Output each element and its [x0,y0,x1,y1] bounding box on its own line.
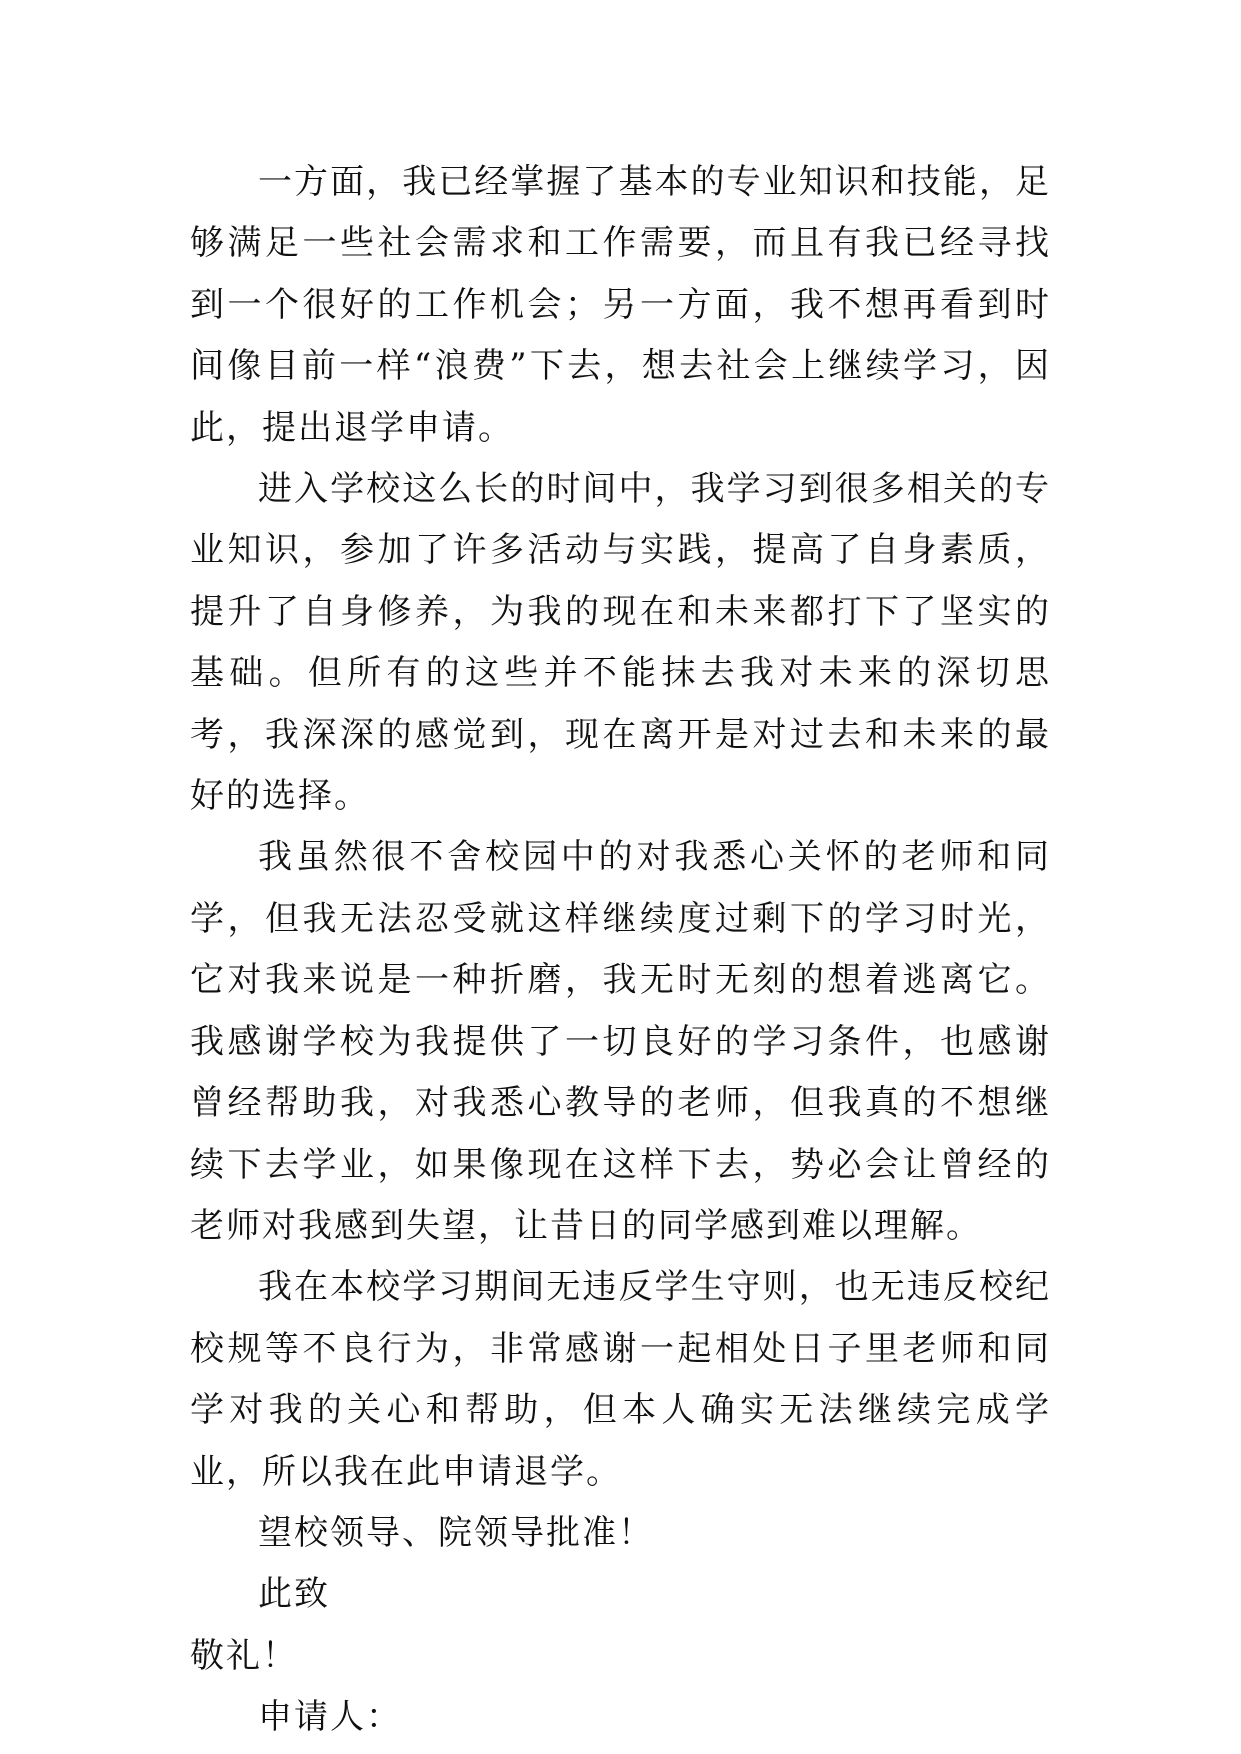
paragraph-3: 我虽然很不舍校园中的对我悉心关怀的老师和同学，但我无法忍受就这样继续度过剩下的学习时光，它对我来说是一种折磨，我无时无刻的想着逃离它。我感谢学校为我提供了一切良好的学习条件，也感谢曾经帮助我，对我悉心教导的老师，但我真的不想继续下去学业，如果像现在这样下去，势必会让曾经的老师对我感到失望，让昔日的同学感到难以理解。 [190,837,1051,1246]
closing-line: 此致 [258,1574,330,1615]
letter-body [190,152,1051,1749]
salute-line: 敬礼！ [190,1635,298,1676]
signature-label: 申请人： [258,1697,402,1738]
paragraph-1: 一方面，我已经掌握了基本的专业知识和技能，足够满足一些社会需求和工作需要，而且有我已经寻找到一个很好的工作机会；另一方面，我不想再看到时间像目前一样“浪费”下去，想去社会上继续学习，因此，提出退学申请。 [190,162,1051,448]
paragraph-2: 进入学校这么长的时间中，我学习到很多相关的专业知识，参加了许多活动与实践，提高了自身素质，提升了自身修养，为我的现在和未来都打下了坚实的基础。但所有的这些并不能抹去我对未来的深切思考，我深深的感觉到，现在离开是对过去和未来的最好的选择。 [190,469,1051,817]
paragraph-4: 我在本校学习期间无违反学生守则，也无违反校纪校规等不良行为，非常感谢一起相处日子里老师和同学对我的关心和帮助，但本人确实无法继续完成学业，所以我在此申请退学。 [190,1267,1051,1492]
request-line: 望校领导、院领导批准！ [258,1512,654,1553]
